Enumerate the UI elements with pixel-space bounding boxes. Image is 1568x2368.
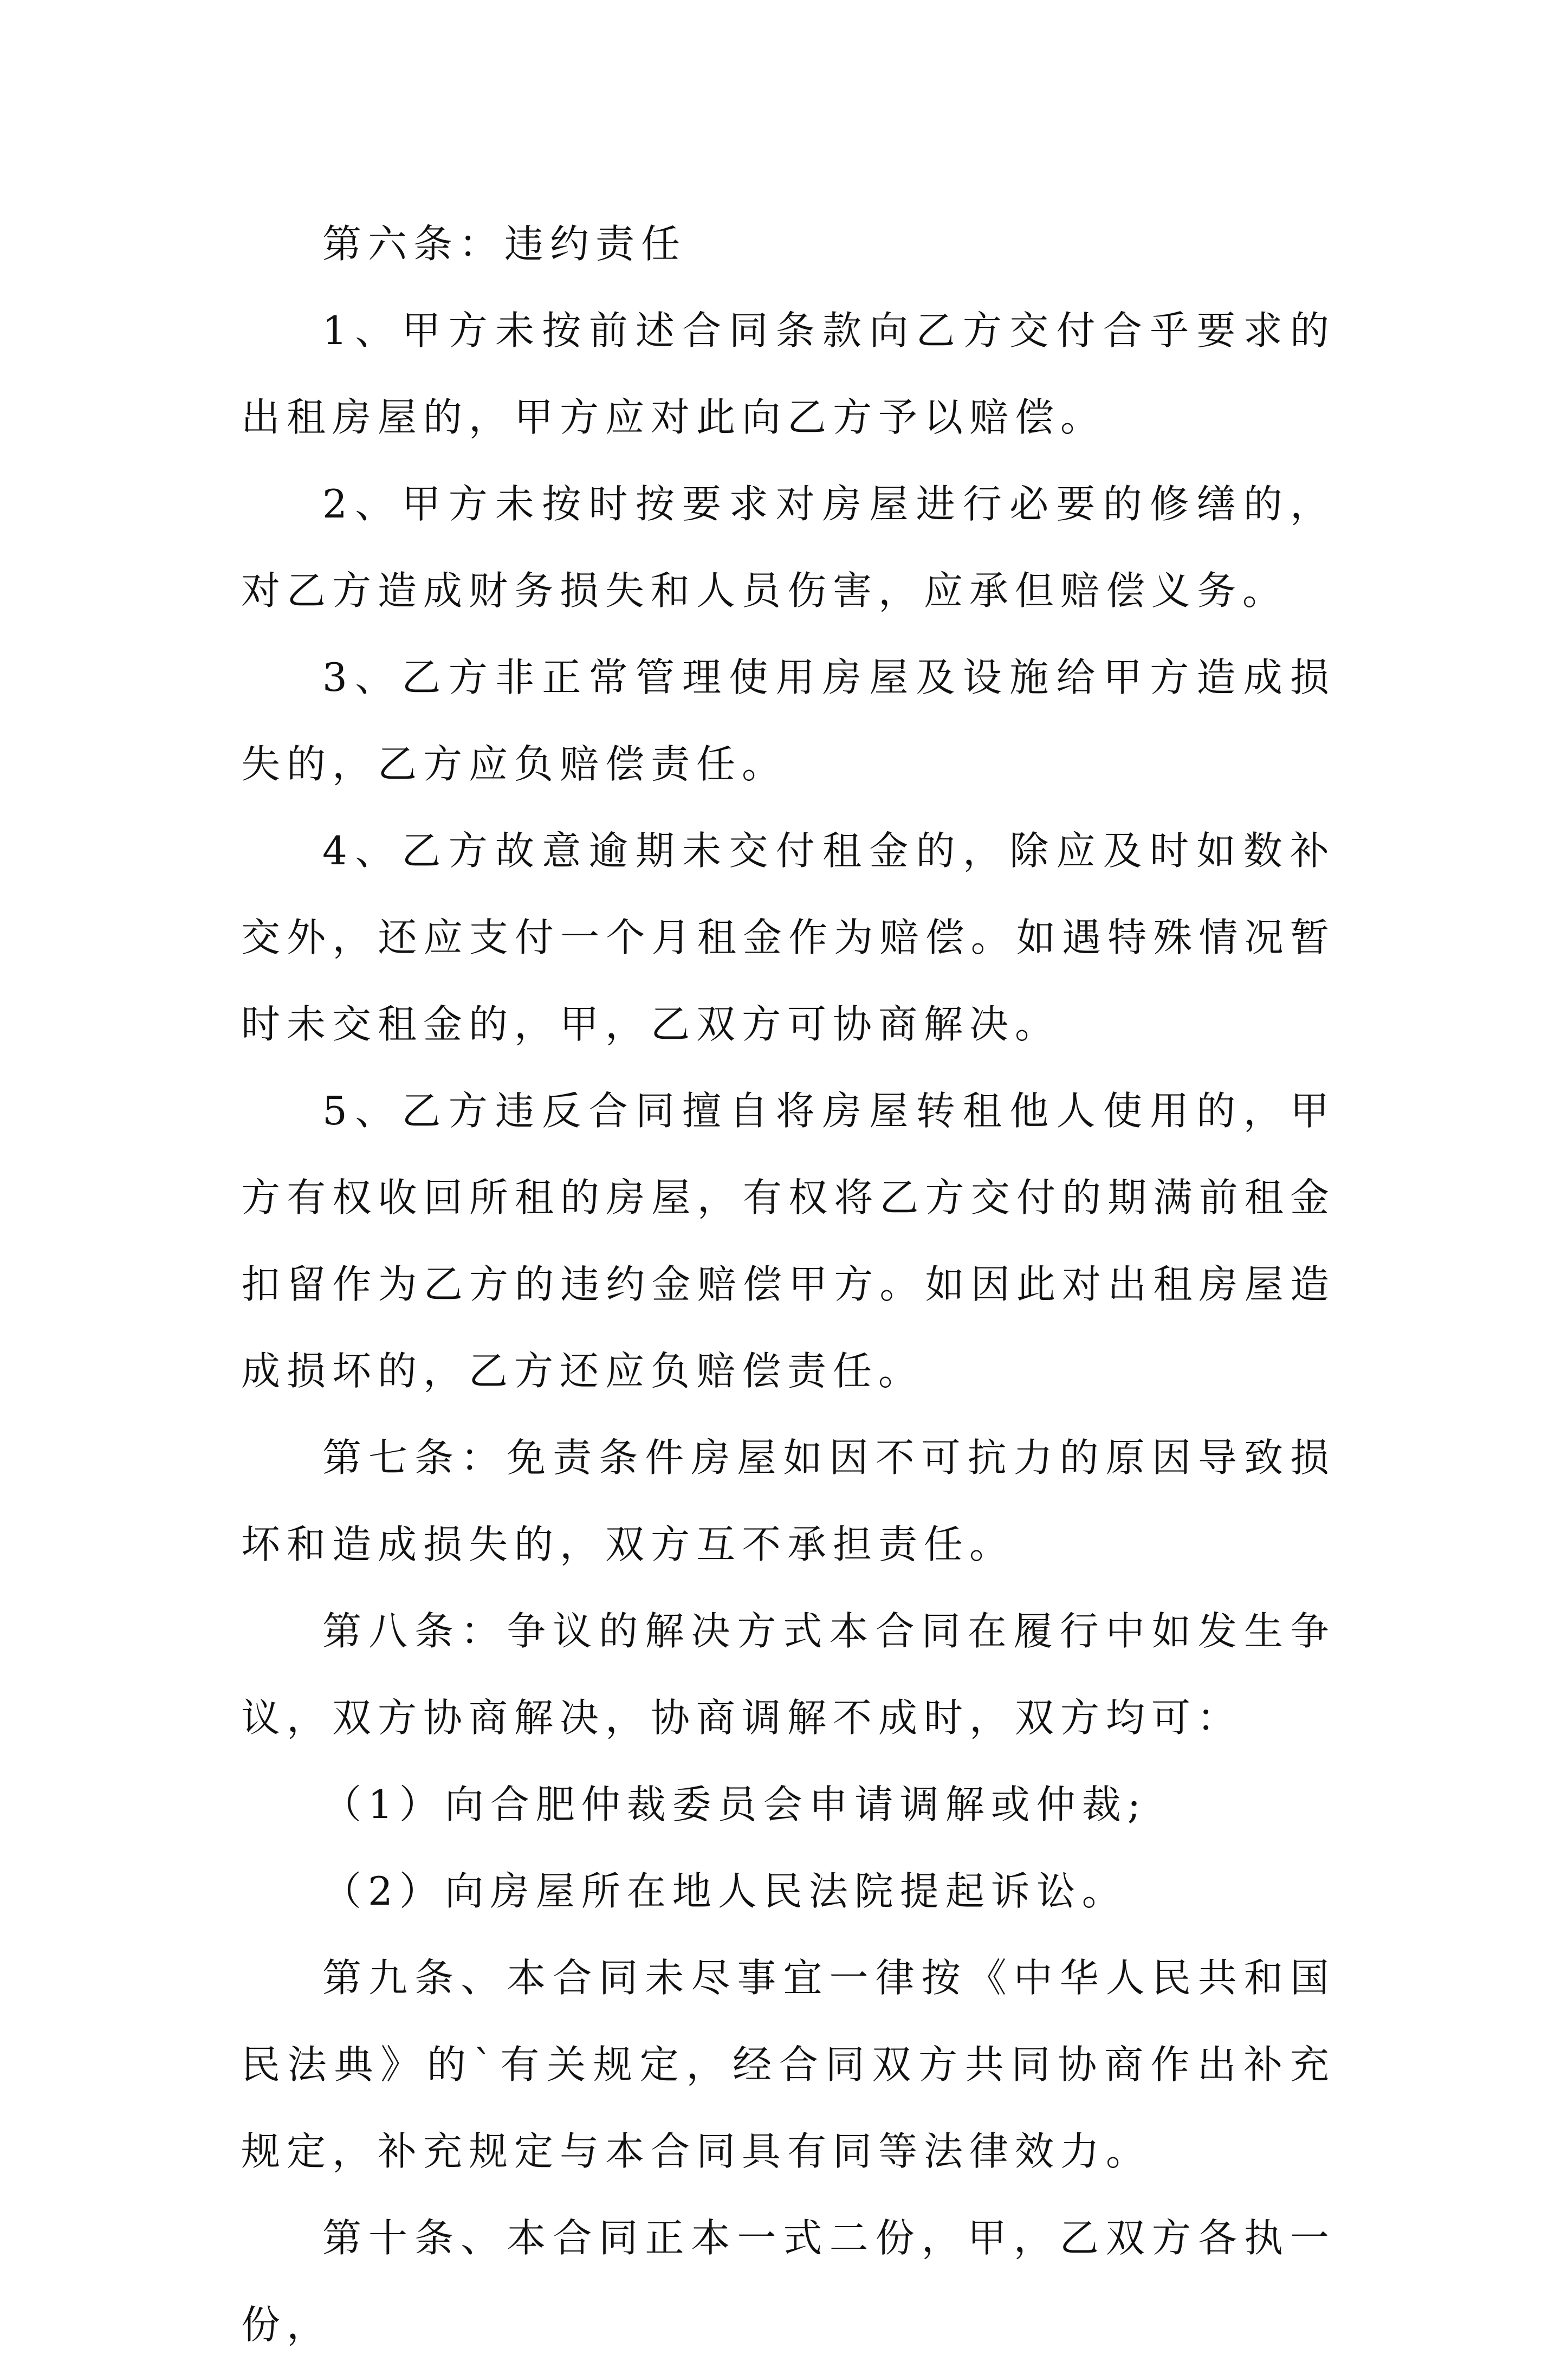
article-6-clause-1: 1、甲方未按前述合同条款向乙方交付合乎要求的出租房屋的，甲方应对此向乙方予以赔偿。	[241, 308, 1336, 440]
article-10: 第十条、本合同正本一式二份，甲，乙双方各执一份，	[241, 2215, 1336, 2347]
article-6-clause-5: 5、乙方违反合同擅自将房屋转租他人使用的，甲方有权收回所租的房屋，有权将乙方交付的期满前租金扣留作为乙方的违约金赔偿甲方。如因此对出租房屋造成损坏的，乙方还应负赔偿责任。	[241, 1088, 1336, 1394]
document-body	[241, 200, 1336, 2368]
article-9: 第九条、本合同未尽事宜一律按《中华人民共和国民法典》的`有关规定，经合同双方共同协商作出补充规定，补充规定与本合同具有同等法律效力。	[241, 1955, 1336, 2174]
article-6-heading: 第六条：违约责任	[322, 221, 687, 267]
article-7: 第七条：免责条件房屋如因不可抗力的原因导致损坏和造成损失的，双方互不承担责任。	[241, 1435, 1336, 1567]
article-6-clause-3: 3、乙方非正常管理使用房屋及设施给甲方造成损失的，乙方应负赔偿责任。	[241, 655, 1336, 787]
article-6-clause-4: 4、乙方故意逾期未交付租金的，除应及时如数补交外，还应支付一个月租金作为赔偿。如遇特殊情况暂时未交租金的，甲，乙双方可协商解决。	[241, 828, 1336, 1047]
article-8-option-2: （2）向房屋所在地人民法院提起诉讼。	[322, 1868, 1128, 1914]
article-8: 第八条：争议的解决方式本合同在履行中如发生争议，双方协商解决，协商调解不成时，双方均可：	[241, 1608, 1336, 1741]
article-6-clause-2: 2、甲方未按时按要求对房屋进行必要的修缮的，对乙方造成财务损失和人员伤害，应承但赔偿义务。	[241, 481, 1336, 613]
article-8-option-1: （1）向合肥仲裁委员会申请调解或仲裁;	[322, 1782, 1148, 1827]
